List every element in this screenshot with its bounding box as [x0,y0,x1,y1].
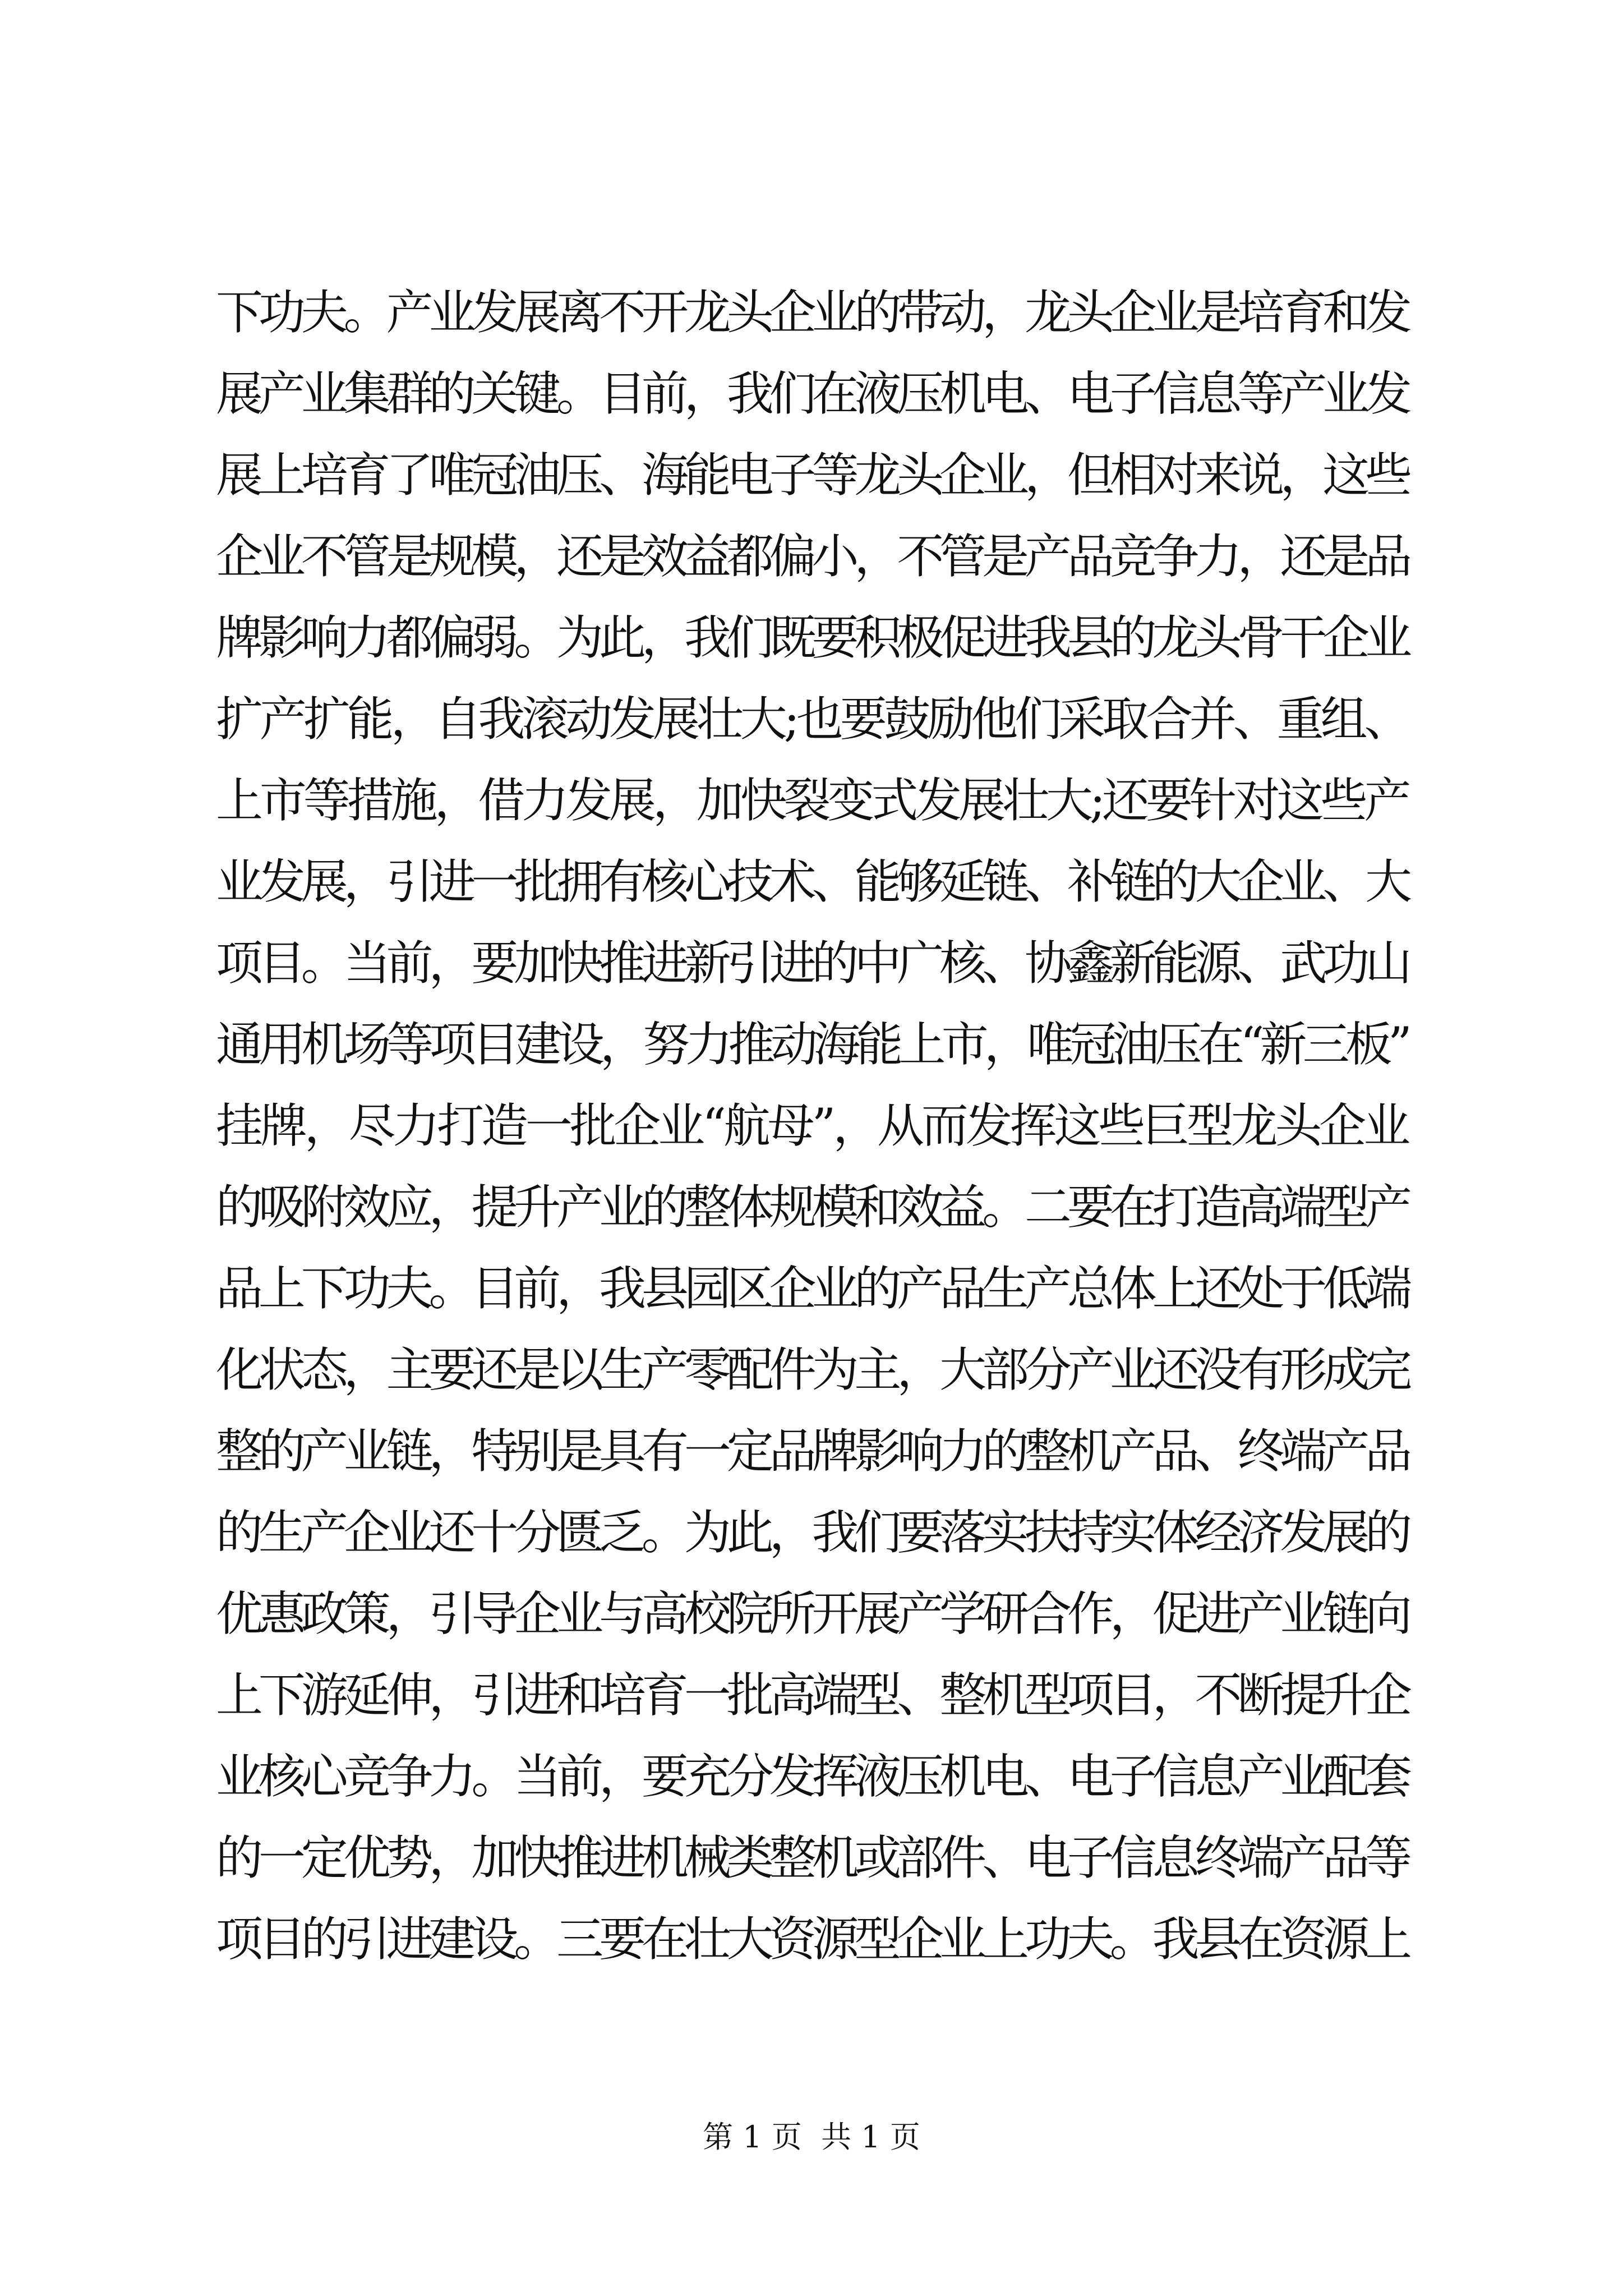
text-line: 上下游延伸，引进和培育一批高端型、整机型项目，不断提升企 [216,1668,1408,1723]
text-line: 整的产业链，特别是具有一定品牌影响力的整机产品、终端产品 [216,1424,1408,1479]
page-number-footer: 第 1 页 共 1 页 [703,2119,920,2155]
text-line: 扩产扩能，自我滚动发展壮大;也要鼓励他们采取合并、重组、 [216,692,1408,747]
text-line: 的一定优势，加快推进机械类整机或部件、电子信息终端产品等 [216,1830,1408,1885]
text-line: 企业不管是规模，还是效益都偏小，不管是产品竞争力，还是品 [216,529,1408,584]
text-line: 品上下功夫。目前，我县园区企业的产品生产总体上还处于低端 [216,1261,1408,1316]
text-line: 项目。当前，要加快推进新引进的中广核、协鑫新能源、武功山 [216,936,1408,991]
text-line: 通用机场等项目建设，努力推动海能上市，唯冠油压在“新三板” [216,1017,1408,1072]
text-line: 的生产企业还十分匮乏。为此，我们要落实扶持实体经济发展的 [216,1505,1408,1560]
text-line: 业发展，引进一批拥有核心技术、能够延链、补链的大企业、大 [216,854,1408,909]
text-line: 上市等措施，借力发展，加快裂变式发展壮大;还要针对这些产 [216,773,1408,828]
text-line: 展上培育了唯冠油压、海能电子等龙头企业，但相对来说，这些 [216,448,1408,503]
text-line: 项目的引进建设。三要在壮大资源型企业上功夫。我县在资源上 [216,1912,1408,1967]
text-line: 业核心竞争力。当前，要充分发挥液压机电、电子信息产业配套 [216,1749,1408,1804]
text-line: 的吸附效应，提升产业的整体规模和效益。二要在打造高端型产 [216,1180,1408,1235]
text-line: 牌影响力都偏弱。为此，我们既要积极促进我县的龙头骨干企业 [216,610,1408,665]
text-line: 优惠政策，引导企业与高校院所开展产学研合作，促进产业链向 [216,1586,1408,1641]
text-line: 挂牌，尽力打造一批企业“航母”，从而发挥这些巨型龙头企业 [216,1098,1408,1153]
text-line: 化状态，主要还是以生产零配件为主，大部分产业还没有形成完 [216,1342,1408,1397]
text-line: 下功夫。产业发展离不开龙头企业的带动，龙头企业是培育和发 [216,285,1408,340]
text-line: 展产业集群的关键。目前，我们在液压机电、电子信息等产业发 [216,366,1408,421]
